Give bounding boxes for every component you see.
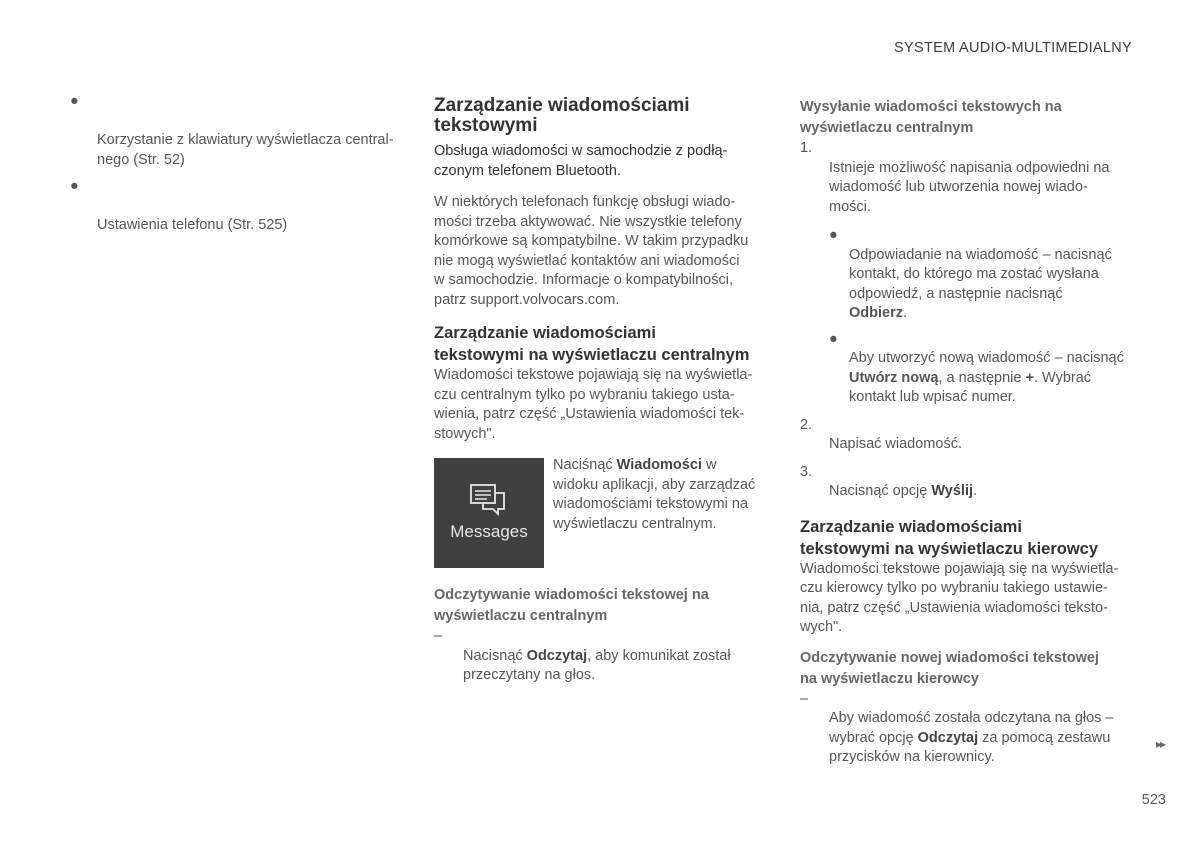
subsection-text: Wiadomości tekstowe pojawiają się na wyświetla- czu centralnym tylko po wybraniu takiego usta- wienia, patrz część „Ustawienia wiadomości tek- stowych". <box>434 367 753 442</box>
step-1: 1. Istnieje możliwość napisania odpowiedni na wiadomość lub utworzenia nowej wiado- mości. <box>800 140 1110 215</box>
step-3: 3. Nacisnąć opcję Wyślij. <box>800 463 978 499</box>
bullet-icon: ● <box>829 330 838 347</box>
send-heading: Wysyłanie wiadomości tekstowych na wyświetlaczu centralnym <box>800 99 1062 136</box>
app-tile-label: Messages <box>450 522 528 541</box>
intro-paragraph: W niektórych telefonach funkcję obsługi wiado- mości trzeba aktywować. Nie wszystkie telefony komórkowe są kompatybilne. W takim przypadku nie mogą wyświetlać kontaktów ani wiadomości w samochodzie. Informacje o kompatybilności, patrz support.volvocars.com. <box>434 194 749 308</box>
reply-option-label: Odbierz <box>849 305 903 321</box>
section-title: Zarządzanie wiadomościami tekstowymi <box>434 95 690 136</box>
driver-display-text: Wiadomości tekstowe pojawiają się na wyświetla- czu kierowcy tylko po wybraniu takiego ustawie- nia, patrz część „Ustawienia wiadomości teksto- wych". <box>800 560 1119 635</box>
tile-instruction: Naciśnąć Wiadomości w widoku aplikacji, aby zarządzać wiadomościami tekstowymi na wyświetlaczu centralnym. <box>553 457 756 532</box>
dash-marker: – <box>434 628 443 644</box>
column-middle <box>434 96 769 686</box>
bullet-icon: ● <box>70 178 79 194</box>
list-item-text: Ustawienia telefonu (Str. 525) <box>97 217 288 233</box>
step-number: 2. <box>800 416 813 433</box>
driver-read-instruction: – Aby wiadomość została odczytana na głos – wybrać opcję Odczytaj za pomocą zestawu przycisków na kierownicy. <box>800 690 1114 765</box>
plus-icon: + <box>1025 369 1034 386</box>
driver-display-heading: Zarządzanie wiadomościami tekstowymi na wyświetlaczu kierowcy <box>800 517 1099 558</box>
read-option-label: Odczytaj <box>526 647 588 664</box>
app-tile-row <box>434 458 769 568</box>
dash-marker: – <box>800 690 809 707</box>
page-number: 523 <box>1141 792 1166 808</box>
read-instruction: – Nacisnąć Odczytaj, aby komunikat został przeczytany na głos. <box>434 628 731 683</box>
step-1-option-reply: ● Odpowiadanie na wiadomość – nacisnąć kontakt, do którego ma zostać wysłana odpowiedź, a następnie nacisnąć Odbierz. <box>829 227 1112 321</box>
list-item[interactable] <box>68 92 413 170</box>
column-right <box>800 97 1135 768</box>
list-item-text: Korzystanie z klawiatury wyświetlacza central- nego (Str. 52) <box>97 132 394 168</box>
driver-read-heading: Odczytywanie nowej wiadomości tekstowej na wyświetlaczu kierowcy <box>800 649 1099 687</box>
messages-option-label: Wiadomości <box>616 457 702 473</box>
bullet-icon: ● <box>70 93 79 109</box>
step-2: 2. Napisać wiadomość. <box>800 416 962 452</box>
lead-text: Obsługa wiadomości w samochodzie z podłą- czonym telefonem Bluetooth. <box>434 143 728 179</box>
messages-app-tile[interactable] <box>434 458 544 568</box>
new-option-label: Utwórz nową <box>849 369 939 386</box>
step-number: 1. <box>800 140 813 156</box>
continue-arrows-icon: ▸▸ <box>1155 737 1164 751</box>
step-1-option-new: ● Aby utworzyć nową wiadomość – nacisnąć Utwórz nową, a następnie +. Wybrać kontakt lub wpisać numer. <box>829 330 1124 405</box>
subsection-heading: Zarządzanie wiadomościami tekstowymi na wyświetlaczu centralnym <box>434 324 750 364</box>
related-links-list <box>68 92 413 236</box>
bullet-icon: ● <box>829 227 838 243</box>
list-item[interactable] <box>68 177 413 236</box>
chat-bubbles-icon <box>469 482 509 518</box>
page-header-title: SYSTEM AUDIO-MULTIMEDIALNY <box>894 40 1132 56</box>
send-option-label: Wyślij <box>931 483 973 499</box>
read-heading: Odczytywanie wiadomości tekstowej na wyświetlaczu centralnym <box>434 587 709 624</box>
column-left <box>68 92 413 236</box>
read-option-label: Odczytaj <box>917 729 979 746</box>
step-number: 3. <box>800 463 813 480</box>
